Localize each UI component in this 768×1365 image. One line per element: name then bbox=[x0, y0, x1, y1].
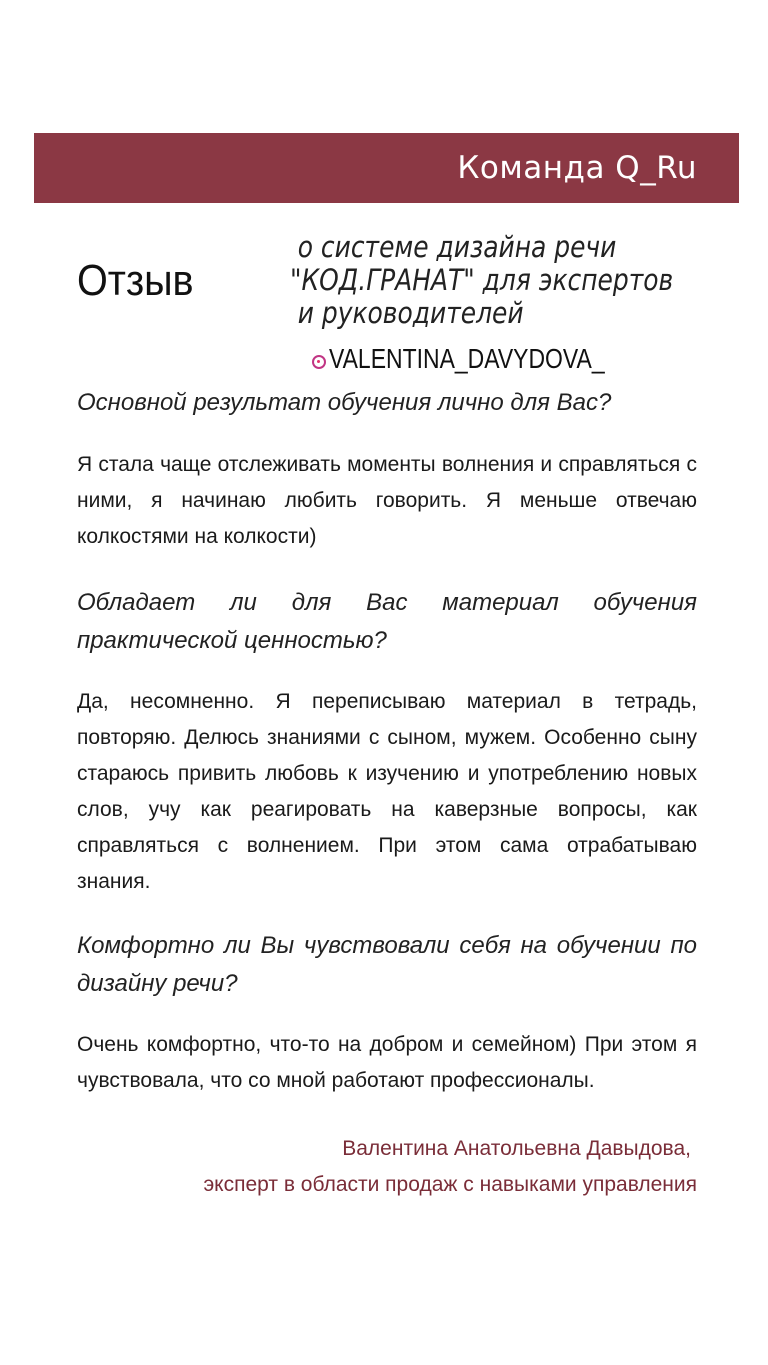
review-heading: Отзыв bbox=[77, 256, 194, 305]
answer-3: Очень комфортно, что-то на добром и семейном) При этом я чувствовала, что со мной работают профессионалы. bbox=[77, 1033, 697, 1092]
header-banner bbox=[34, 133, 739, 203]
subtitle-line: и руководителей bbox=[297, 296, 524, 330]
signature-name: Валентина Анатольевна Давыдова, bbox=[342, 1137, 691, 1160]
review-content bbox=[77, 384, 697, 1203]
instagram-handle[interactable] bbox=[312, 343, 665, 375]
subtitle-line: о системе дизайна речи bbox=[297, 230, 617, 264]
banner-title: Команда Q_Ru bbox=[457, 150, 697, 186]
review-subtitle bbox=[290, 230, 674, 330]
question-2: Обладает ли для Вас материал обучения практической ценностью? bbox=[77, 589, 697, 654]
answer-1: Я стала чаще отслеживать моменты волнения и справляться с ними, я начинаю любить говорить. Я меньше отвечаю колкостями на колкости) bbox=[77, 453, 697, 548]
subtitle-line: "КОД.ГРАНАТ" для экспертов bbox=[290, 263, 674, 297]
question-3: Комфортно ли Вы чувствовали себя на обучении по дизайну речи? bbox=[77, 932, 697, 997]
answer-2: Да, несомненно. Я переписываю материал в тетрадь, повторяю. Делюсь знаниями с сыном, мужем. Особенно сыну стараюсь привить любовь к изучению и употреблению новых слов, учу как реагировать на каверзные вопросы, как справляться с волнением. При этом сама отрабатываю знания. bbox=[77, 690, 697, 893]
signature-role: эксперт в области продаж с навыками управления bbox=[203, 1173, 697, 1196]
instagram-icon bbox=[312, 355, 326, 369]
signature bbox=[77, 1131, 697, 1203]
question-1: Основной результат обучения лично для Вас? bbox=[77, 389, 612, 416]
handle-text: VALENTINA_DAVYDOVA_ bbox=[329, 343, 605, 374]
